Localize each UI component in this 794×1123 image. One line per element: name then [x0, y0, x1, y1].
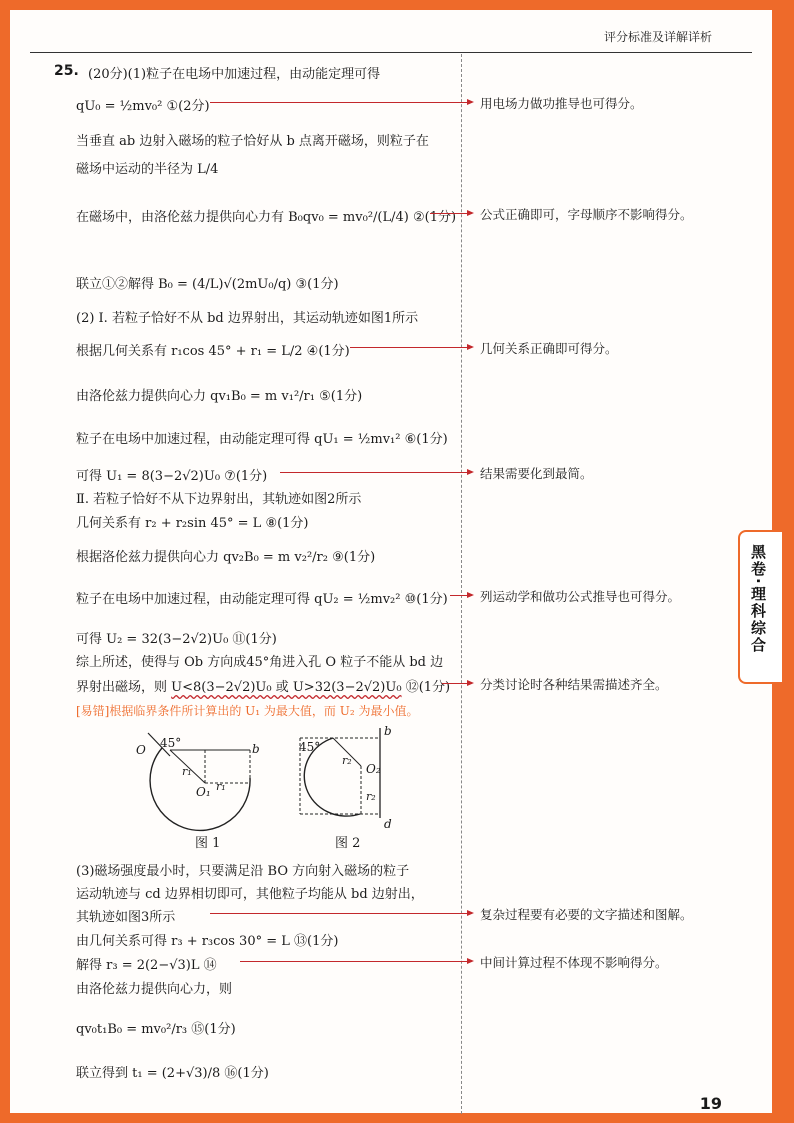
- subject-tab-label: 黑卷·理科综合: [749, 544, 767, 654]
- figure-2-point-d: d: [384, 817, 392, 831]
- scoring-note: 几何关系正确即可得分。: [480, 341, 618, 356]
- subject-tab: [738, 530, 782, 684]
- score-mark: ⑫(1分): [405, 680, 451, 695]
- solution-line: 根据洛伦兹力提供向心力 qv₂B₀ = m v₂²/r₂ ⑨(1分): [76, 550, 376, 565]
- answer-range: U<8(3−2√2)U₀ 或 U>32(3−2√2)U₀: [171, 680, 402, 695]
- note-arrow: [280, 472, 472, 473]
- solution-line: qU₀ = ½mv₀² ①(2分): [76, 99, 210, 114]
- note-arrow: [430, 213, 472, 214]
- figure-2-angle: 45°: [299, 740, 321, 754]
- solution-line: qv₀t₁B₀ = mv₀²/r₃ ⑮(1分): [76, 1022, 236, 1037]
- solution-text: 界射出磁场，则: [76, 680, 168, 695]
- figure-2-point-b: b: [384, 724, 392, 738]
- solution-line: 联立得到 t₁ = (2+√3)/8 ⑯(1分): [76, 1066, 269, 1081]
- question-number: 25.: [54, 63, 79, 79]
- note-arrow: [450, 595, 472, 596]
- solution-line: 粒子在电场中加速过程，由动能定理可得 qU₂ = ½mv₂² ⑩(1分): [76, 592, 448, 607]
- note-arrow: [210, 913, 472, 914]
- note-arrow: [350, 347, 472, 348]
- solution-line: 可得 U₂ = 32(3−2√2)U₀ ⑪(1分): [76, 632, 277, 647]
- page-header: 评分标准及详解详析: [603, 30, 712, 44]
- figure-1-point-o: O: [136, 743, 146, 757]
- scoring-note: 列运动学和做功公式推导也可得分。: [480, 589, 681, 604]
- solution-line: 在磁场中，由洛伦兹力提供向心力有 B₀qv₀ = mv₀²/(L/4) ②(1分): [76, 210, 457, 225]
- solution-line: 由洛伦兹力提供向心力，则: [76, 982, 233, 997]
- figure-2-radius: r₂: [342, 754, 352, 767]
- note-arrow: [442, 683, 472, 684]
- note-arrow: [210, 102, 472, 103]
- solution-line: 运动轨迹与 cd 边界相切即可，其他粒子均能从 bd 边射出，: [76, 887, 424, 902]
- solution-line: 几何关系有 r₂ + r₂sin 45° = L ⑧(1分): [76, 516, 309, 531]
- warning-note: [易错]根据临界条件所计算出的 U₁ 为最大值，而 U₂ 为最小值。: [76, 704, 419, 718]
- note-arrow: [240, 961, 472, 962]
- solution-line: Ⅱ. 若粒子恰好不从下边界射出，其轨迹如图2所示: [76, 492, 362, 507]
- solution-line: 磁场中运动的半径为 L/4: [76, 162, 219, 177]
- scoring-note: 中间计算过程不体现不影响得分。: [480, 955, 668, 970]
- figure-1-point-b: b: [252, 742, 260, 756]
- figure-1-angle: 45°: [160, 736, 182, 750]
- figure-1-caption: 图 1: [195, 836, 221, 851]
- solution-line: 其轨迹如图3所示: [76, 910, 176, 925]
- solution-line: 由几何关系可得 r₃ + r₃cos 30° = L ⑬(1分): [76, 934, 339, 949]
- solution-line: 可得 U₁ = 8(3−2√2)U₀ ⑦(1分): [76, 469, 268, 484]
- scoring-note: 分类讨论时各种结果需描述齐全。: [480, 677, 668, 692]
- solution-line: 联立①②解得 B₀ = (4/L)√(2mU₀/q) ③(1分): [76, 277, 339, 292]
- solution-line: (2) Ⅰ. 若粒子恰好不从 bd 边界射出，其运动轨迹如图1所示: [76, 311, 419, 326]
- solution-line: (3)磁场强度最小时，只要满足沿 BO 方向射入磁场的粒子: [76, 864, 410, 879]
- page-number: 19: [699, 1094, 722, 1113]
- header-rule: [30, 52, 752, 53]
- solution-line: (20分)(1)粒子在电场中加速过程，由动能定理可得: [88, 67, 381, 82]
- solution-line: 粒子在电场中加速过程，由动能定理可得 qU₁ = ½mv₁² ⑥(1分): [76, 432, 448, 447]
- scoring-note: 公式正确即可，字母顺序不影响得分。: [480, 207, 693, 222]
- solution-line: 根据几何关系有 r₁cos 45° + r₁ = L/2 ④(1分): [76, 344, 350, 359]
- scoring-note: 用电场力做功推导也可得分。: [480, 96, 643, 111]
- figure-1-center: O₁: [196, 785, 211, 799]
- figure-2-center: O₂: [366, 762, 381, 776]
- solution-line: 当垂直 ab 边射入磁场的粒子恰好从 b 点离开磁场，则粒子在: [76, 134, 429, 149]
- figure-1-radius: r₁: [216, 780, 226, 793]
- solution-line: 解得 r₃ = 2(2−√3)L ⑭: [76, 958, 217, 973]
- scoring-note: 复杂过程要有必要的文字描述和图解。: [480, 907, 693, 922]
- scoring-note: 结果需要化到最简。: [480, 466, 593, 481]
- solution-line: 由洛伦兹力提供向心力 qv₁B₀ = m v₁²/r₁ ⑤(1分): [76, 389, 363, 404]
- figure-2-caption: 图 2: [335, 836, 361, 851]
- figure-2-radius: r₂: [366, 790, 376, 803]
- solution-line: 综上所述，使得与 Ob 方向成45°角进入孔 O 粒子不能从 bd 边: [76, 655, 444, 670]
- solution-line: [76, 676, 450, 695]
- document-page: [10, 10, 772, 1113]
- figure-1-radius: r₁: [182, 765, 192, 778]
